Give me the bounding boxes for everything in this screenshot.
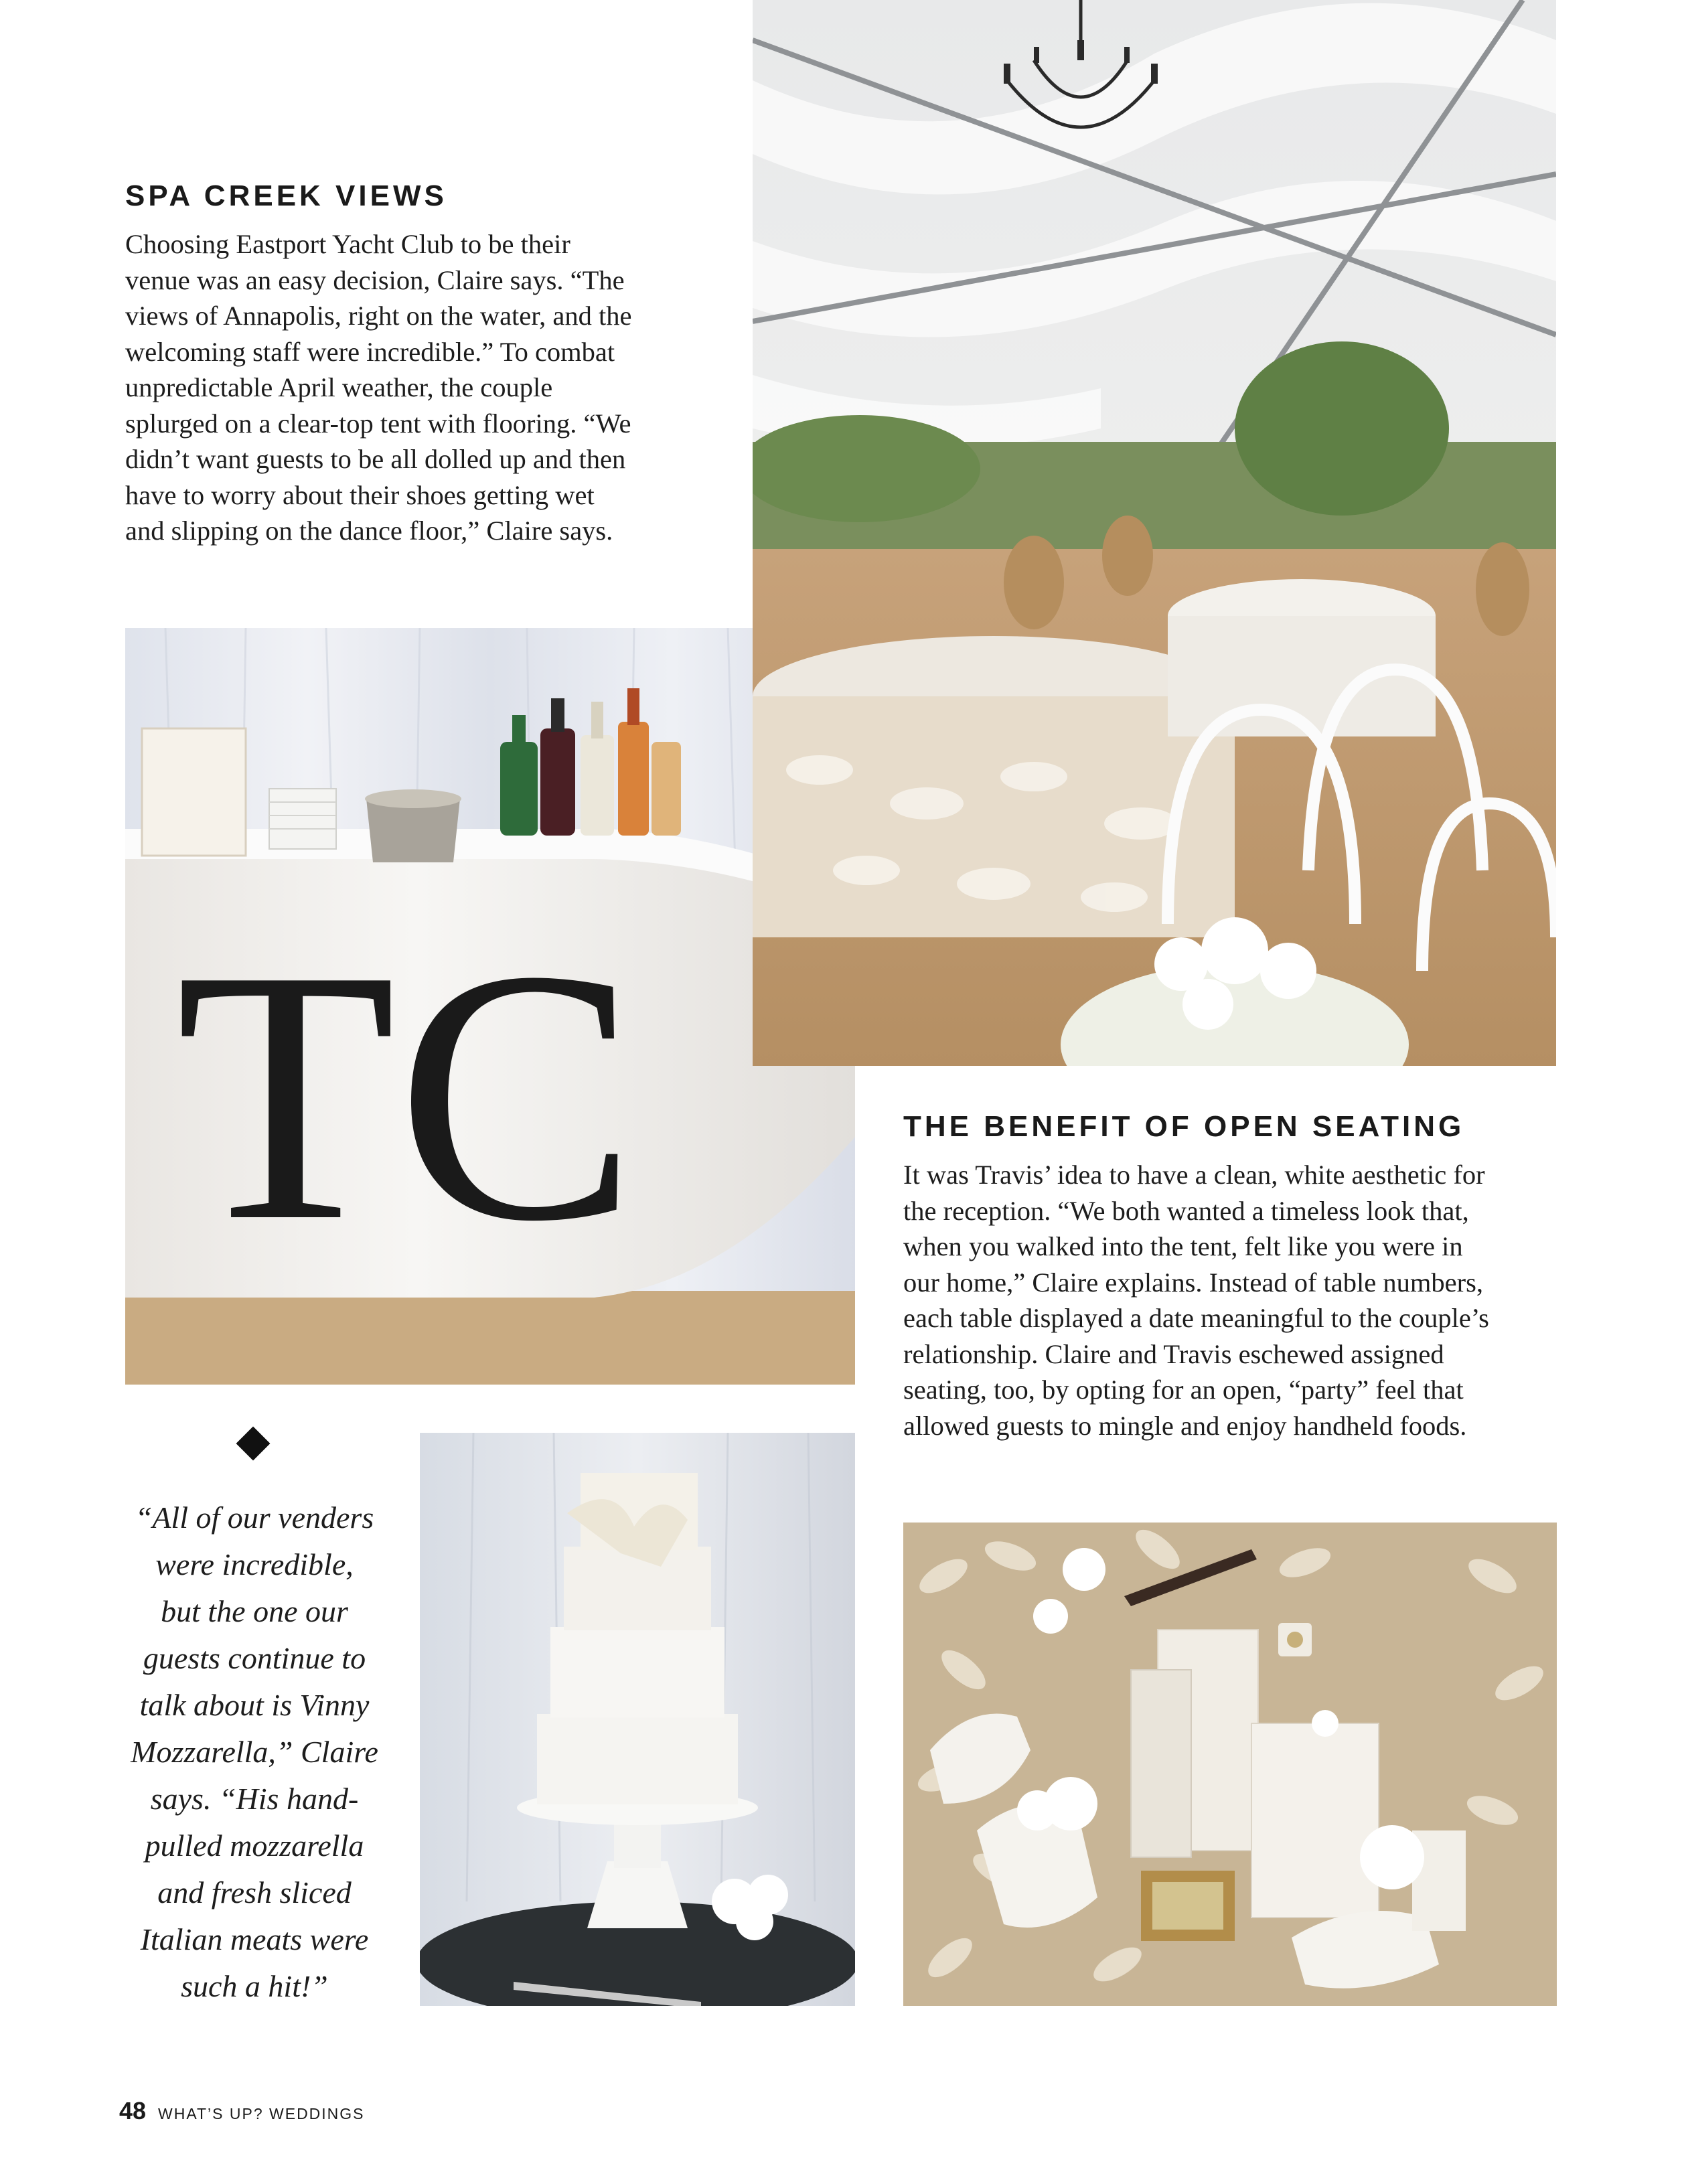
section-heading-spa-creek: SPA CREEK VIEWS (125, 179, 447, 212)
section-body-open-seating (903, 1157, 1573, 1444)
body-line: each table displayed a date meaningful to the couple’s (903, 1303, 1489, 1333)
quote-line: talk about is Vinny (139, 1688, 370, 1722)
tent-reception-photo (753, 0, 1556, 1066)
section-open-seating (903, 1110, 1573, 1444)
section-heading-open-seating: THE BENEFIT OF OPEN SEATING (903, 1110, 1465, 1143)
body-line: seating, too, by opting for an open, “party” feel that (903, 1375, 1464, 1405)
quote-line: Italian meats were (140, 1922, 369, 1956)
body-line: have to worry about their shoes getting wet (125, 479, 595, 510)
page-folio (119, 2097, 365, 2125)
body-line: and slipping on the dance floor,” Claire says. (125, 516, 613, 546)
quote-line: guests continue to (143, 1641, 366, 1675)
invitation-flatlay-photo (903, 1523, 1557, 2006)
body-line: relationship. Claire and Travis eschewed assigned (903, 1338, 1444, 1369)
body-line: views of Annapolis, right on the water, and the (125, 301, 632, 331)
quote-line: but the one our (161, 1594, 348, 1628)
section-body-spa-creek (125, 226, 701, 549)
body-line: venue was an easy decision, Claire says. “The (125, 264, 625, 295)
quote-line: such a hit!” (181, 1969, 328, 2003)
bar-monogram: TC (175, 895, 638, 1296)
body-line: It was Travis’ idea to have a clean, white aesthetic for (903, 1160, 1485, 1190)
diamond-ornament-icon (236, 1427, 271, 1461)
page-number: 48 (119, 2097, 147, 2124)
quote-line: says. “His hand- (150, 1782, 359, 1816)
pull-quote (114, 1494, 395, 2010)
body-line: didn’t want guests to be all dolled up and then (125, 444, 626, 474)
wedding-cake-photo (420, 1433, 855, 2006)
section-spa-creek-views (125, 179, 701, 549)
body-line: when you walked into the tent, felt like you were in (903, 1231, 1463, 1261)
quote-line: pulled mozzarella (145, 1828, 364, 1863)
magazine-name: WHAT’S UP? WEDDINGS (158, 2105, 365, 2122)
body-line: welcoming staff were incredible.” To combat (125, 336, 615, 367)
body-line: unpredictable April weather, the couple (125, 372, 553, 402)
body-line: our home,” Claire explains. Instead of table numbers, (903, 1267, 1483, 1298)
quote-line: and fresh sliced (157, 1875, 352, 1909)
quote-line: “All of our venders (135, 1500, 374, 1535)
body-line: the reception. “We both wanted a timeless look that, (903, 1195, 1469, 1226)
body-line: splurged on a clear-top tent with flooring. “We (125, 408, 631, 439)
body-line: allowed guests to mingle and enjoy handheld foods. (903, 1410, 1467, 1441)
quote-line: Mozzarella,” Claire (131, 1735, 378, 1769)
monogram-bar-photo (125, 628, 855, 1385)
body-line: Choosing Eastport Yacht Club to be their (125, 229, 570, 259)
quote-line: were incredible, (155, 1547, 354, 1581)
